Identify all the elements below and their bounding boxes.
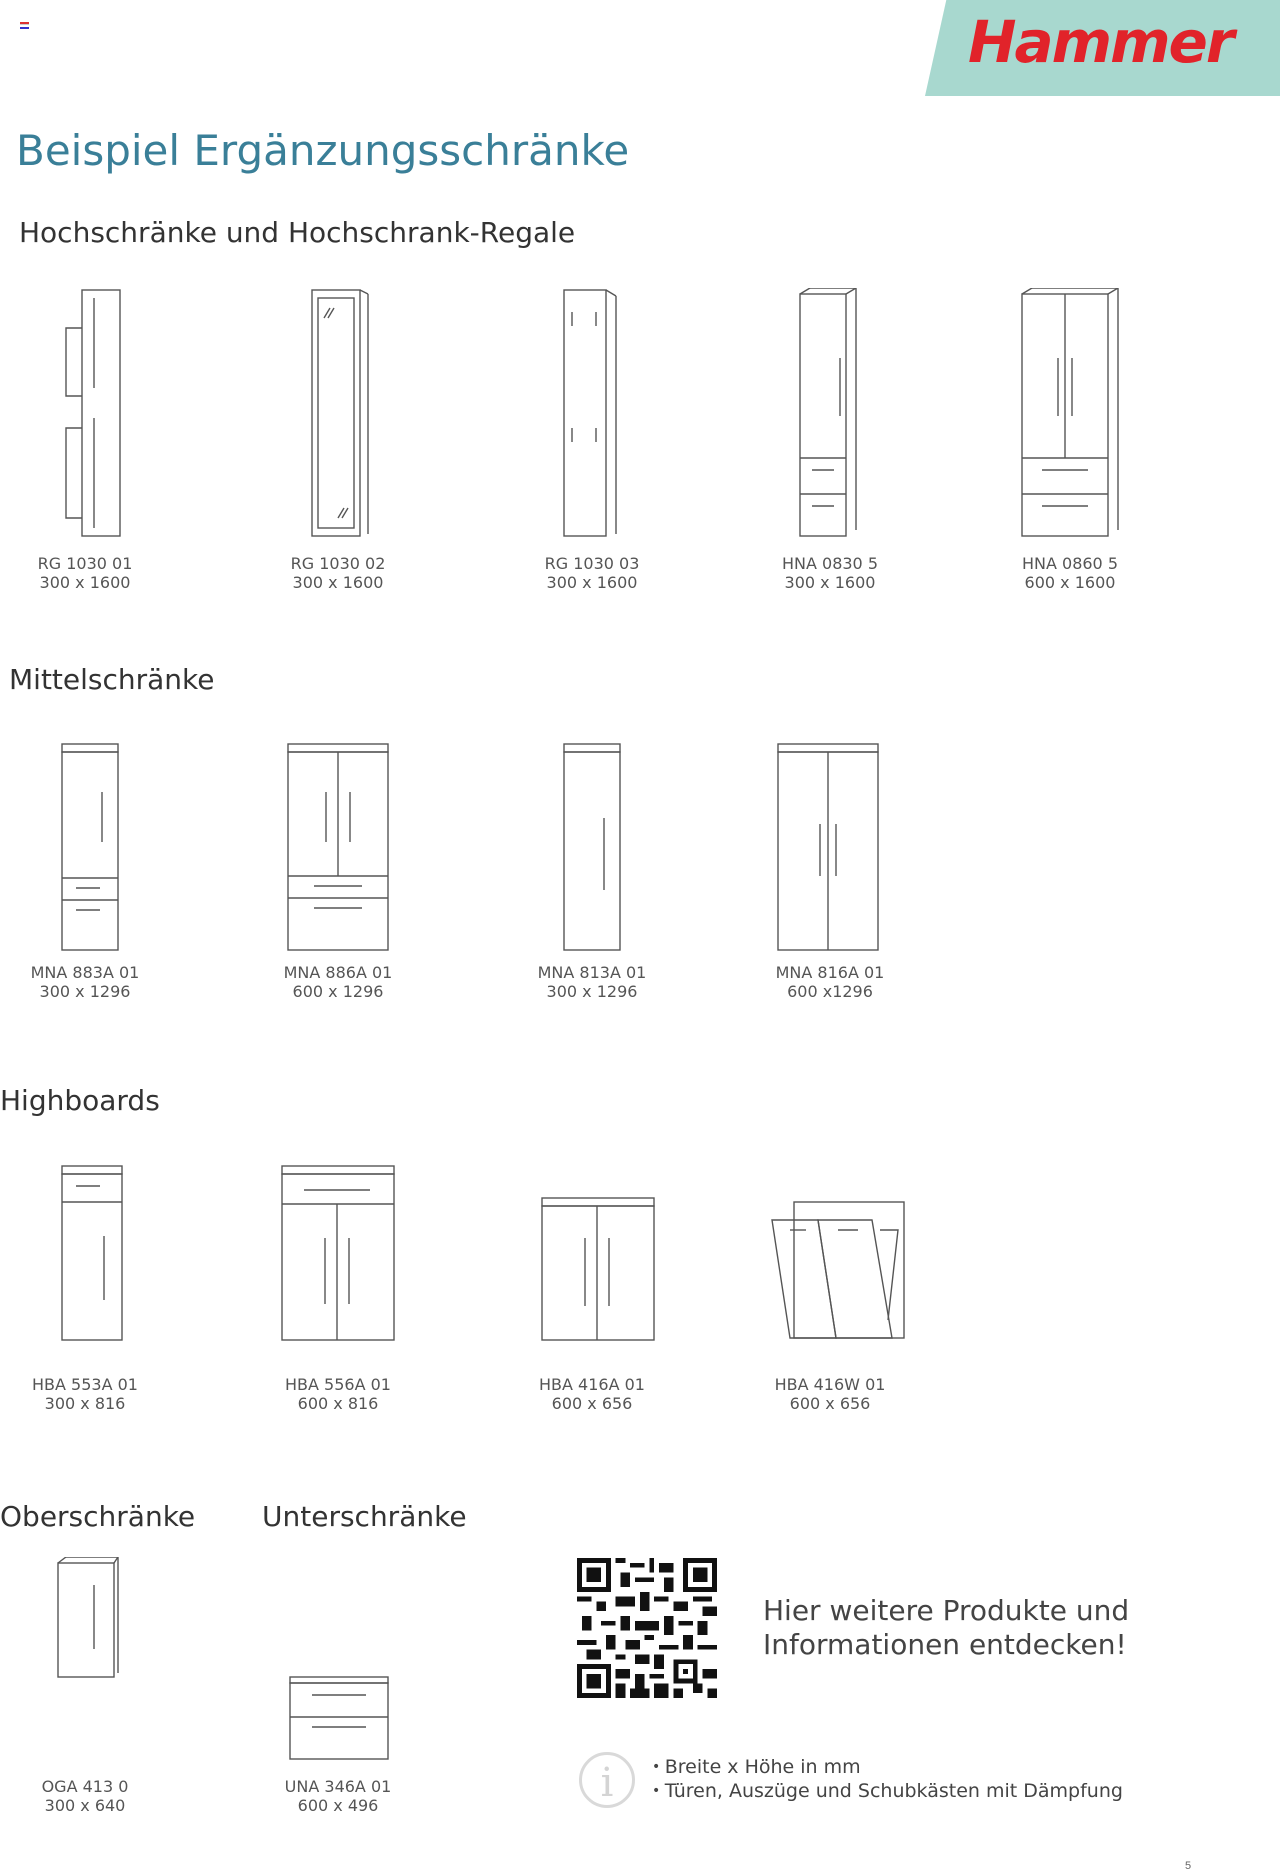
product-size: 600 x 656 bbox=[789, 1394, 871, 1413]
page-number: 5 bbox=[1185, 1860, 1192, 1872]
product-code: RG 1030 03 bbox=[544, 554, 640, 573]
cabinet-drawing-hna08305 bbox=[798, 288, 860, 545]
product-label-hba416w01 bbox=[740, 1375, 920, 1413]
section-heading-oberschraenke: Oberschränke bbox=[0, 1500, 196, 1533]
cabinet-drawing-mna813a01 bbox=[562, 742, 624, 957]
product-size: 600 x 496 bbox=[297, 1796, 379, 1815]
product-label-rg103003 bbox=[502, 554, 682, 592]
cabinet-drawing-hna08605 bbox=[1020, 288, 1122, 545]
cabinet-drawing-hba416a01 bbox=[540, 1196, 658, 1347]
promo-text bbox=[763, 1594, 1129, 1662]
product-code: HBA 416A 01 bbox=[539, 1375, 645, 1394]
section-heading-highboards: Highboards bbox=[0, 1084, 160, 1117]
info-icon: i bbox=[579, 1752, 635, 1808]
section-heading-mittelschraenke: Mittelschränke bbox=[9, 663, 215, 696]
product-code: MNA 886A 01 bbox=[283, 963, 393, 982]
qr-code[interactable] bbox=[577, 1558, 717, 1698]
product-code: HBA 553A 01 bbox=[32, 1375, 138, 1394]
cabinet-drawing-mna886a01 bbox=[286, 742, 392, 957]
cabinet-drawing-rg103003 bbox=[562, 288, 622, 545]
promo-line-1: Hier weitere Produkte und bbox=[763, 1594, 1130, 1627]
product-label-hba553a01 bbox=[0, 1375, 175, 1413]
product-label-mna813a01 bbox=[502, 963, 682, 1001]
product-size: 300 x 1600 bbox=[292, 573, 384, 592]
note-item: • Türen, Auszüge und Schubkästen mit Dämpfung bbox=[652, 1780, 1123, 1804]
product-code: OGA 413 0 bbox=[41, 1777, 129, 1796]
product-size: 600 x 1296 bbox=[292, 982, 384, 1001]
product-label-oga4130 bbox=[0, 1777, 175, 1815]
product-label-hna08605 bbox=[980, 554, 1160, 592]
cabinet-drawing-mna883a01 bbox=[60, 742, 122, 957]
product-label-hba416a01 bbox=[502, 1375, 682, 1413]
product-size: 300 x 1600 bbox=[784, 573, 876, 592]
product-label-hba556a01 bbox=[248, 1375, 428, 1413]
product-code: HNA 0830 5 bbox=[781, 554, 878, 573]
product-code: UNA 346A 01 bbox=[284, 1777, 392, 1796]
product-code: MNA 813A 01 bbox=[537, 963, 647, 982]
product-size: 300 x 1296 bbox=[39, 982, 131, 1001]
page-title: Beispiel Ergänzungsschränke bbox=[16, 126, 630, 175]
product-size: 600 x 656 bbox=[551, 1394, 633, 1413]
cabinet-drawing-oga4130 bbox=[56, 1557, 122, 1684]
product-size: 600 x 816 bbox=[297, 1394, 379, 1413]
product-code: RG 1030 02 bbox=[290, 554, 386, 573]
cabinet-drawing-una346a01 bbox=[288, 1675, 392, 1766]
product-label-una346a01 bbox=[248, 1777, 428, 1815]
product-size: 600 x1296 bbox=[787, 982, 873, 1001]
cabinet-drawing-rg103002 bbox=[310, 288, 370, 545]
product-size: 300 x 1600 bbox=[546, 573, 638, 592]
product-size: 300 x 1296 bbox=[546, 982, 638, 1001]
cabinet-drawing-hba553a01 bbox=[60, 1164, 126, 1347]
product-code: HBA 556A 01 bbox=[285, 1375, 391, 1394]
cabinet-drawing-rg103001 bbox=[64, 288, 124, 545]
product-label-mna886a01 bbox=[248, 963, 428, 1001]
cabinet-drawing-hba416w01 bbox=[770, 1200, 906, 1347]
product-code: MNA 816A 01 bbox=[775, 963, 885, 982]
note-item: • Breite x Höhe in mm bbox=[652, 1756, 1123, 1780]
language-flag-icon[interactable] bbox=[20, 22, 29, 29]
product-size: 300 x 816 bbox=[44, 1394, 126, 1413]
product-label-mna883a01 bbox=[0, 963, 175, 1001]
notes-list bbox=[652, 1756, 1123, 1804]
brand-logo: Hammer bbox=[968, 8, 1233, 76]
product-label-rg103002 bbox=[248, 554, 428, 592]
product-size: 300 x 1600 bbox=[39, 573, 131, 592]
product-label-mna816a01 bbox=[740, 963, 920, 1001]
product-code: MNA 883A 01 bbox=[30, 963, 140, 982]
section-heading-unterschraenke: Unterschränke bbox=[262, 1500, 467, 1533]
product-code: HBA 416W 01 bbox=[774, 1375, 886, 1394]
cabinet-drawing-hba556a01 bbox=[280, 1164, 396, 1347]
product-label-rg103001 bbox=[0, 554, 175, 592]
product-code: HNA 0860 5 bbox=[1021, 554, 1118, 573]
section-heading-hochschraenke: Hochschränke und Hochschrank-Regale bbox=[19, 216, 576, 249]
product-code: RG 1030 01 bbox=[37, 554, 133, 573]
product-size: 300 x 640 bbox=[44, 1796, 126, 1815]
product-size: 600 x 1600 bbox=[1024, 573, 1116, 592]
promo-line-2: Informationen entdecken! bbox=[763, 1628, 1127, 1661]
product-label-hna08305 bbox=[740, 554, 920, 592]
cabinet-drawing-mna816a01 bbox=[776, 742, 882, 957]
